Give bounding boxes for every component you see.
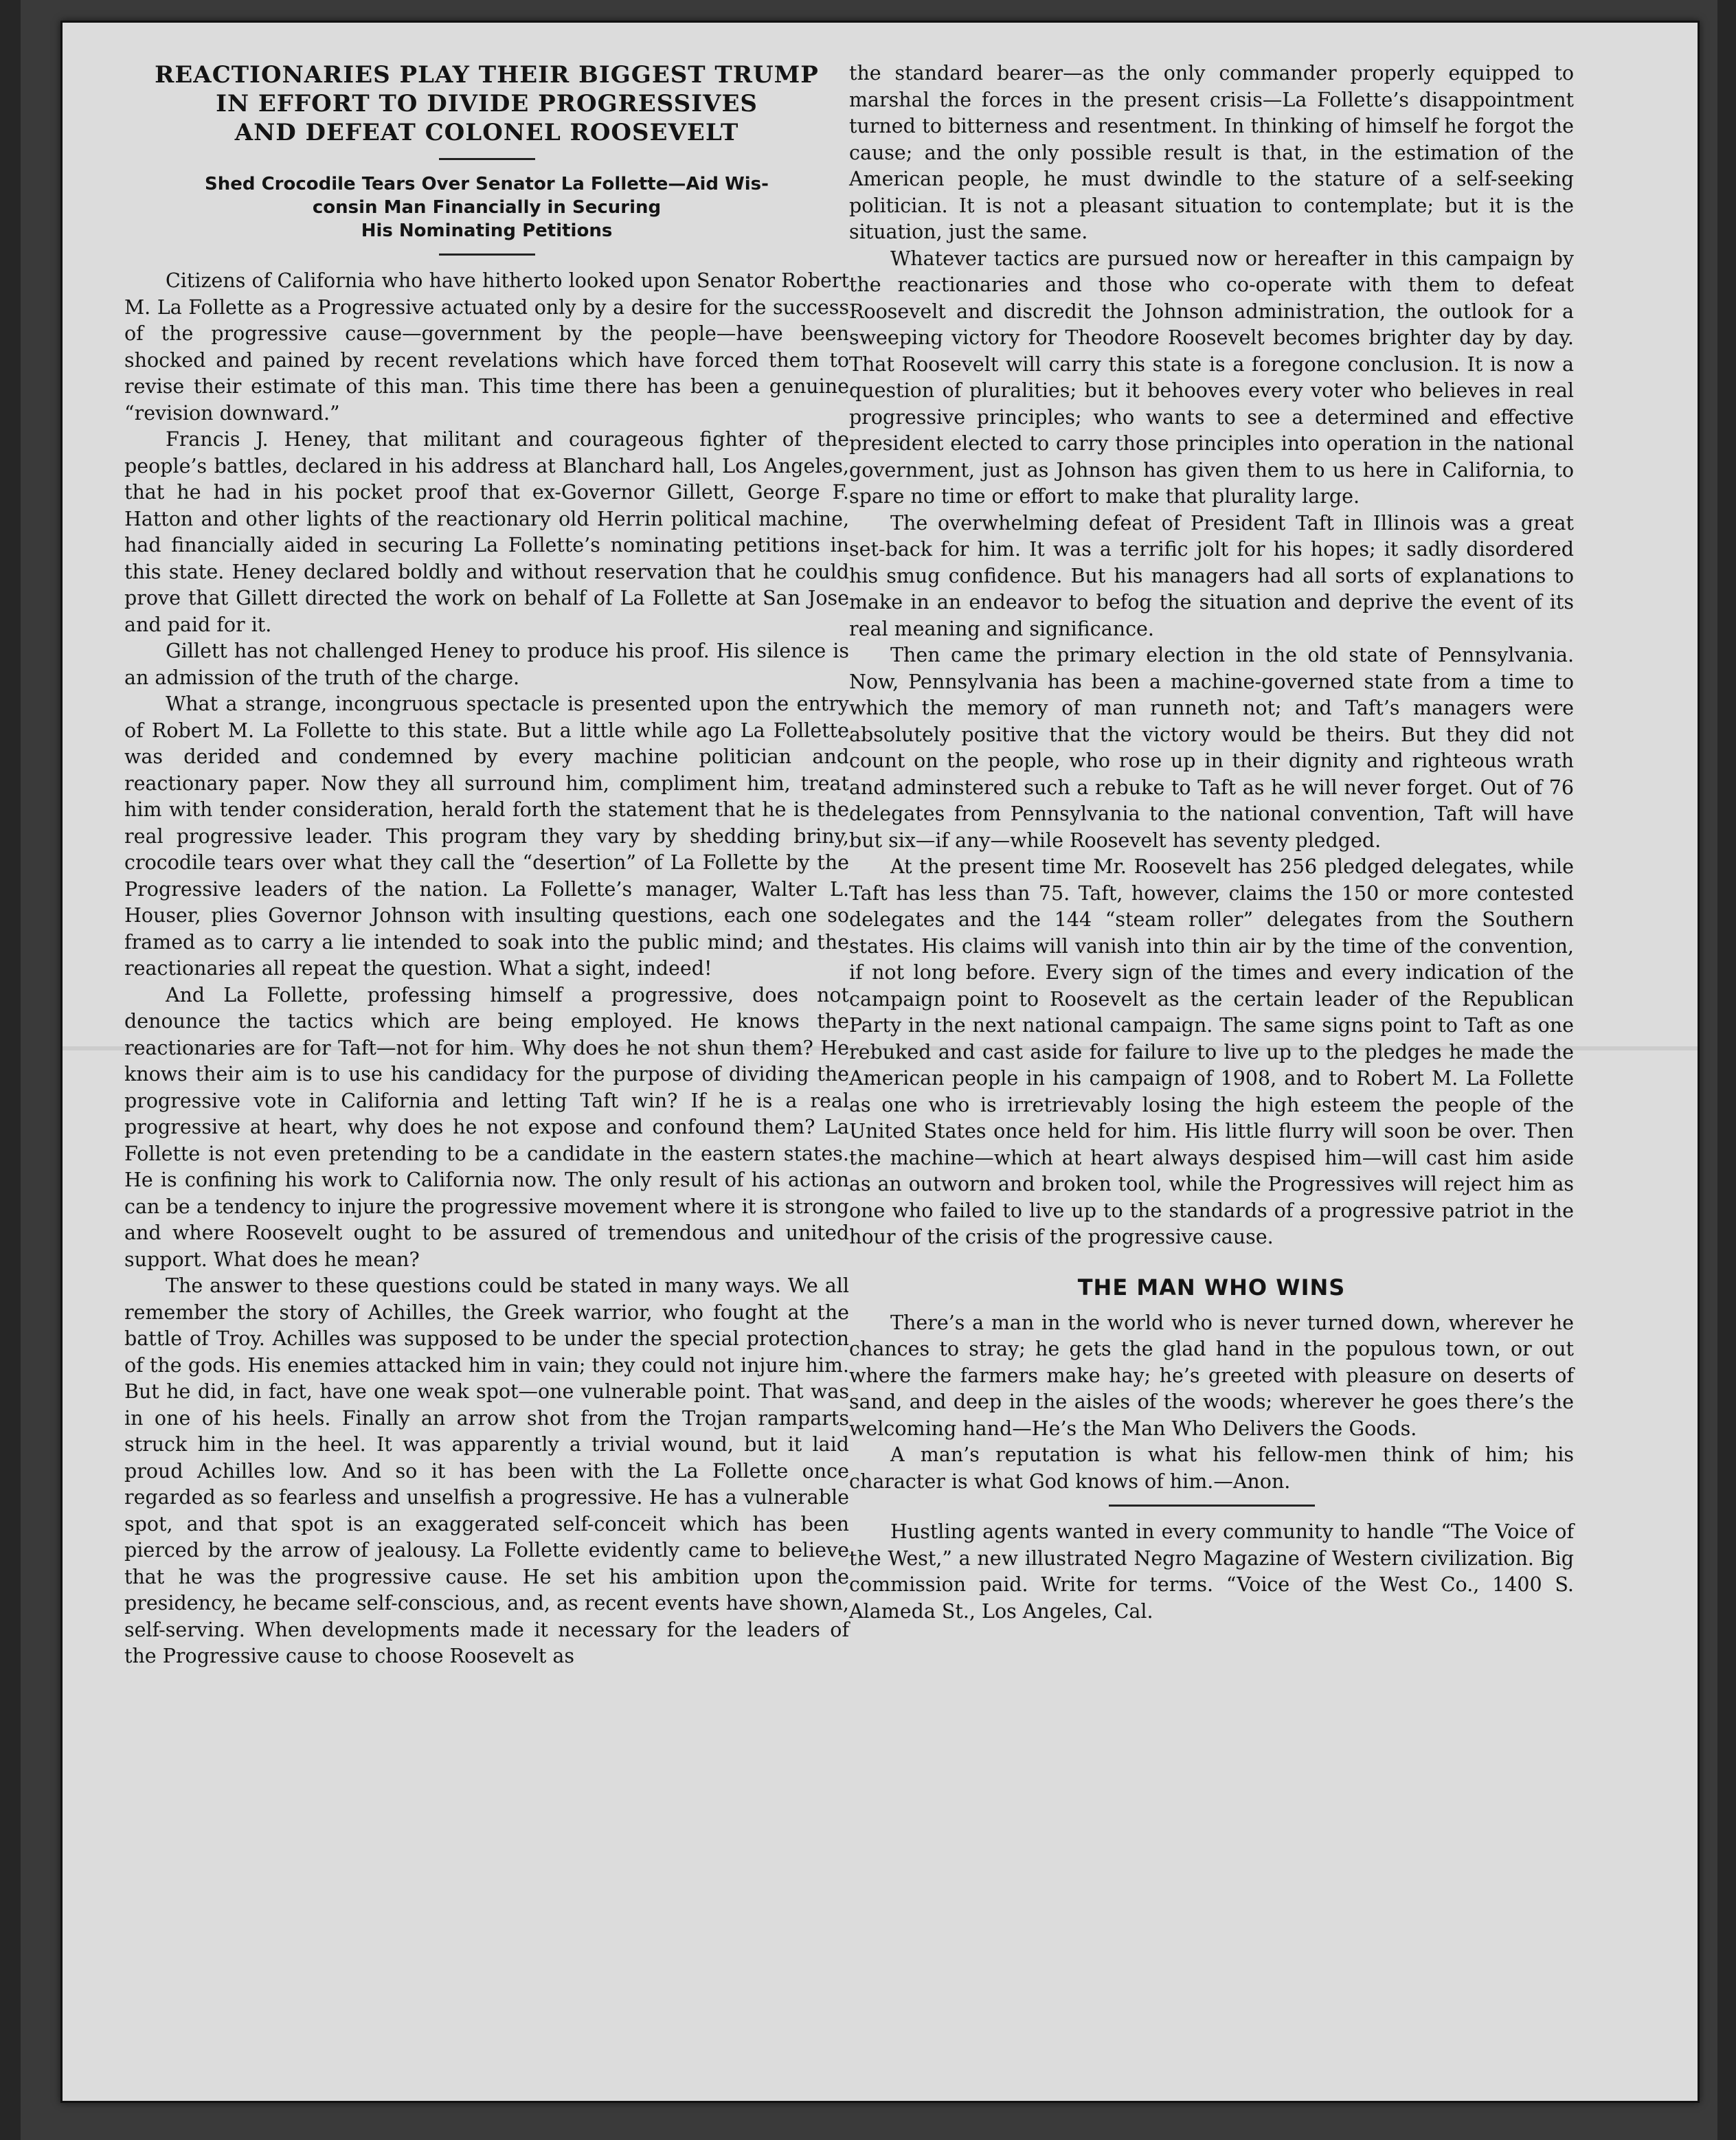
article-paragraph: At the present time Mr. Roosevelt has 256 pledged delegates, while Taft has less than 75. Taft, however, claims the 150 or more contested delegates and the 144 “steam roller” delegates from the Southern states. His claims will vanish into thin air by the time of the convention, if not long before. Every sign of the times and every indication of the campaign point to Roosevelt as the certain leader of the Republican Party in the next national campaign. The same signs point to Taft as one rebuked and cast aside for failure to live up to the pledges he made the American people in his campaign of 1908, and to Robert M. La Follette as one who is irretrievably losing the high esteem the people of the United States once held for him. His little flurry will soon be over. Then the machine—which at heart always despised him—will cast him aside as an outworn and broken tool, while the Progressives will reject him as one who failed to live up to the standards of a progressive patriot in the hour of the crisis of the progressive cause.: [849, 855, 1574, 1248]
article-paragraph: Then came the primary election in the old state of Pennsylvania. Now, Pennsylvania has been a machine-governed state from a time to which the memory of man runneth not; and Taft’s managers were absolutely positive that the victory would be theirs. But they did not count on the people, who rose up in their dignity and righteous wrath and adminstered such a rebuke to Taft as he will never forget. Out of 76 delegates from Pennsylvania to the national convention, Taft will have but six—if any—while Roosevelt has seventy pledged.: [849, 644, 1574, 852]
article-paragraph: the standard bearer—as the only commander properly equipped to marshal the forces in the present crisis—La Follette’s disappointment turned to bitterness and resentment. In thinking of himself he forgot the cause; and the only possible result is that, in the estimation of the American people, he must dwindle to the stature of a self-seeking politician. It is not a pleasant situation to contemplate; but it is the situation, just the same.: [849, 62, 1574, 243]
divider-rule: [439, 254, 535, 256]
divider-rule: [1109, 1505, 1315, 1507]
article-paragraph: The answer to these questions could be stated in many ways. We all remember the story of Achilles, the Greek warrior, who fought at the battle of Troy. Achilles was supposed to be under the special protection of the gods. His enemies attacked him in vain; they could not injure him. But he did, in fact, have one weak spot—one vulnerable point. That was in one of his heels. Finally an arrow shot from the Trojan ramparts struck him in the heel. It was apparently a trivial wound, but it laid proud Achilles low. And so it has been with the La Follette once regarded as so fearless and unselfish a progressive. He has a vulnerable spot, and that spot is an exaggerated self-conceit which has been pierced by the arrow of jealousy. La Follette evidently came to believe that he was the progressive cause. He set his ambition upon the presidency, he became self-conscious, and, as recent events have shown, self-serving. When developments made it necessary for the leaders of the Progressive cause to choose Roosevelt as: [124, 1274, 849, 1667]
headline: [124, 60, 849, 147]
man-who-wins-title: THE MAN WHO WINS: [1077, 1274, 1346, 1300]
headline-line: REACTIONARIES PLAY THEIR BIGGEST TRUMP: [155, 61, 819, 89]
newspaper-page: [60, 21, 1700, 2103]
subheadline-line: Shed Crocodile Tears Over Senator La Follette—Aid Wis-: [205, 174, 769, 194]
article-paragraph: And La Follette, professing himself a progressive, does not denounce the tactics which are being employed. He knows the reactionaries are for Taft—not for him. Why does he not shun them? He knows their aim is to use his candidacy for the purpose of dividing the progressive vote in California and letting Taft win? If he is a real progressive at heart, why does he not expose and confound them? La Follette is not even pretending to be a candidate in the eastern states. He is confining his work to California now. The only result of his action can be a tendency to injure the progressive movement where it is strong and where Roosevelt ought to be assured of tremendous and united support. What does he mean?: [124, 983, 849, 1271]
quote-paragraph: A man’s reputation is what his fellow-men think of him; his character is what God knows of him.—Anon.: [849, 1443, 1574, 1493]
subheadline: [145, 172, 828, 243]
right-column: [849, 60, 1574, 1625]
headline-line: IN EFFORT TO DIVIDE PROGRESSIVES: [216, 90, 758, 117]
article-paragraph: The overwhelming defeat of President Taft in Illinois was a great set-back for him. It was a terrific jolt for his hopes; it sadly disordered his smug confidence. But his managers had all sorts of explanations to make in an endeavor to befog the situation and deprive the event of its real meaning and significance.: [849, 511, 1574, 640]
poem-paragraph: There’s a man in the world who is never turned down, wherever he chances to stray; he gets the glad hand in the populous town, or out where the farmers make hay; he’s greeted with pleasure on deserts of sand, and deep in the aisles of the woods; wherever he goes there’s the welcoming hand—He’s the Man Who Delivers the Goods.: [849, 1311, 1574, 1440]
subheadline-line: His Nominating Petitions: [361, 221, 613, 241]
article-paragraph: Gillett has not challenged Heney to produce his proof. His silence is an admission of the truth of the charge.: [124, 640, 849, 689]
article-paragraph: Citizens of California who have hitherto looked upon Senator Robert M. La Follette as a Progressive actuated only by a desire for the success of the progressive cause—government by the people—have been shocked and pained by recent revelations which have forced them to revise their estimate of this man. This time there has been a genuine “revision downward.”: [124, 269, 849, 425]
advertisement-text: Hustling agents wanted in every community to handle “The Voice of the West,” a new illustrated Negro Magazine of Western civilization. Big commission paid. Write for terms. “Voice of the West Co., 1400 S. Alameda St., Los Angeles, Cal.: [849, 1520, 1574, 1623]
subheadline-line: consin Man Financially in Securing: [312, 197, 662, 218]
article-paragraph: What a strange, incongruous spectacle is presented upon the entry of Robert M. La Follette to this state. But a little while ago La Follette was derided and condemned by every machine politician and reactionary paper. Now they all surround him, compliment him, treat him with tender consideration, herald forth the statement that he is the real progressive leader. This program they vary by shedding briny, crocodile tears over what they call the “desertion” of La Follette by the Progressive leaders of the nation. La Follette’s manager, Walter L. Houser, plies Governor Johnson with insulting questions, each one so framed as to carry a lie intended to soak into the public mind; and the reactionaries all repeat the question. What a sight, indeed!: [124, 692, 849, 980]
left-column: [124, 60, 849, 1670]
divider-rule: [439, 158, 535, 160]
article-paragraph: Whatever tactics are pursued now or hereafter in this campaign by the reactionaries and those who co-operate with them to defeat Roosevelt and discredit the Johnson administration, the outlook for a sweeping victory for Theodore Roosevelt becomes brighter day by day. That Roosevelt will carry this state is a foregone conclusion. It is now a question of pluralities; but it behooves every voter who believes in real progressive principles; who wants to see a determined and effective president elected to carry those principles into operation in the national government, just as Johnson has given them to us here in California, to spare no time or effort to make that plurality large.: [849, 247, 1574, 508]
article-paragraph: Francis J. Heney, that militant and courageous fighter of the people’s battles, declared in his address at Blanchard hall, Los Angeles, that he had in his pocket proof that ex-Governor Gillett, George F. Hatton and other lights of the reactionary old Herrin political machine, had financially aided in securing La Follette’s nominating petitions in this state. Heney declared boldly and without reservation that he could prove that Gillett directed the work on behalf of La Follette at San Jose and paid for it.: [124, 428, 849, 636]
headline-line: AND DEFEAT COLONEL ROOSEVELT: [234, 119, 739, 146]
